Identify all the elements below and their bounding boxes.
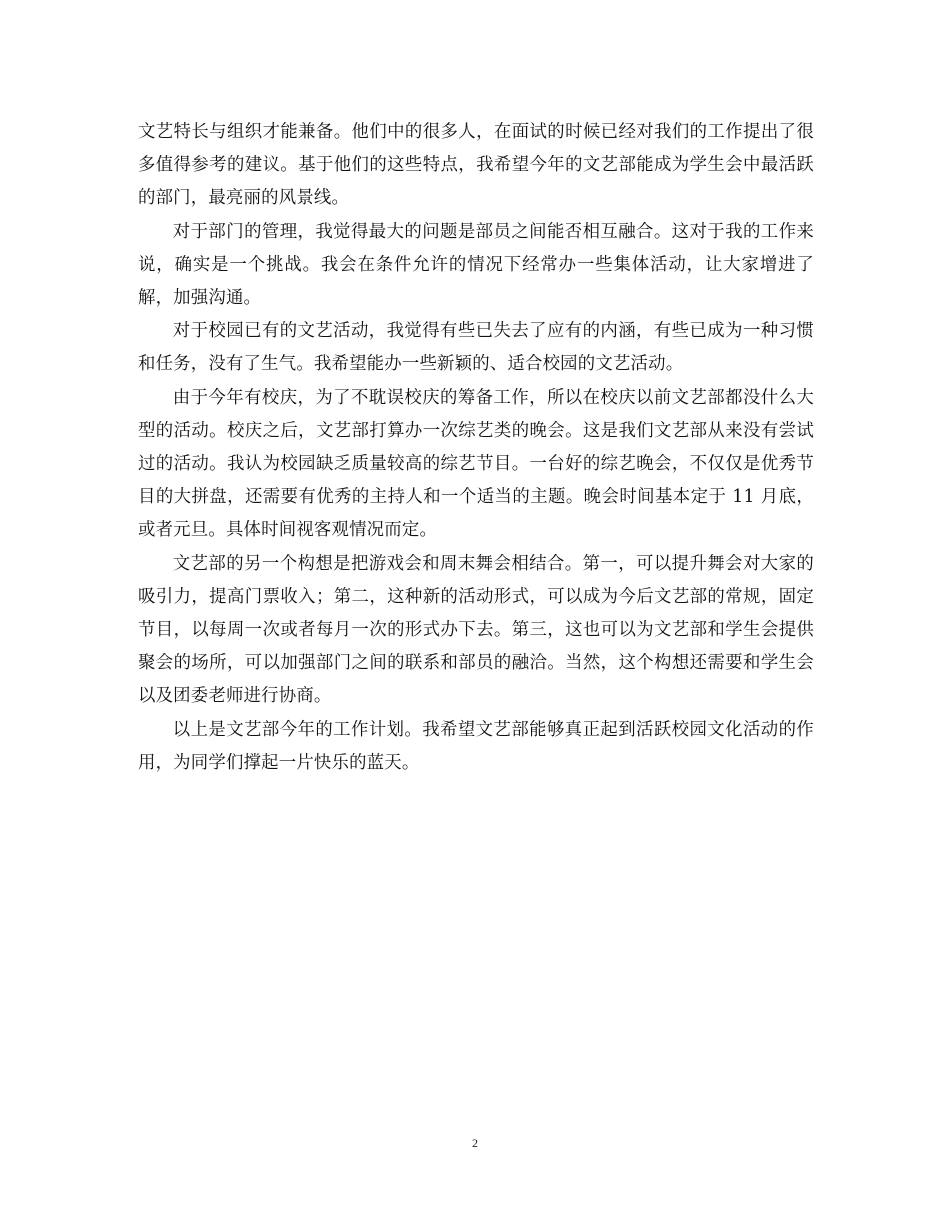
paragraph-6: 以上是文艺部今年的工作计划。我希望文艺部能够真正起到活跃校园文化活动的作用，为同学们撑起一片快乐的蓝天。	[138, 719, 814, 773]
paragraph-2: 对于部门的管理，我觉得最大的问题是部员之间能否相互融合。这对于我的工作来说，确实是一个挑战。我会在条件允许的情况下经常办一些集体活动，让大家增进了解，加强沟通。	[138, 221, 814, 309]
paragraph-5: 文艺部的另一个构想是把游戏会和周末舞会相结合。第一，可以提升舞会对大家的吸引力，提高门票收入；第二，这种新的活动形式，可以成为今后文艺部的常规，固定节目，以每周一次或者每月一次的形式办下去。第三，这也可以为文艺部和学生会提供聚会的场所，可以加强部门之间的联系和部员的融洽。当然，这个构想还需要和学生会以及团委老师进行协商。	[138, 553, 814, 707]
document-body	[138, 116, 814, 780]
paragraph-3: 对于校园已有的文艺活动，我觉得有些已失去了应有的内涵，有些已成为一种习惯和任务，没有了生气。我希望能办一些新颖的、适合校园的文艺活动。	[138, 321, 814, 375]
paragraph-4: 由于今年有校庆，为了不耽误校庆的筹备工作，所以在校庆以前文艺部都没什么大型的活动。校庆之后，文艺部打算办一次综艺类的晚会。这是我们文艺部从来没有尝试过的活动。我认为校园缺乏质量较高的综艺节目。一台好的综艺晚会，不仅仅是优秀节目的大拼盘，还需要有优秀的主持人和一个适当的主题。晚会时间基本定于 11 月底，或者元旦。具体时间视客观情况而定。	[138, 387, 814, 541]
page-number: 2	[472, 1136, 478, 1150]
paragraph-1: 文艺特长与组织才能兼备。他们中的很多人，在面试的时候已经对我们的工作提出了很多值得参考的建议。基于他们的这些特点，我希望今年的文艺部能成为学生会中最活跃的部门，最亮丽的风景线。	[138, 122, 814, 209]
